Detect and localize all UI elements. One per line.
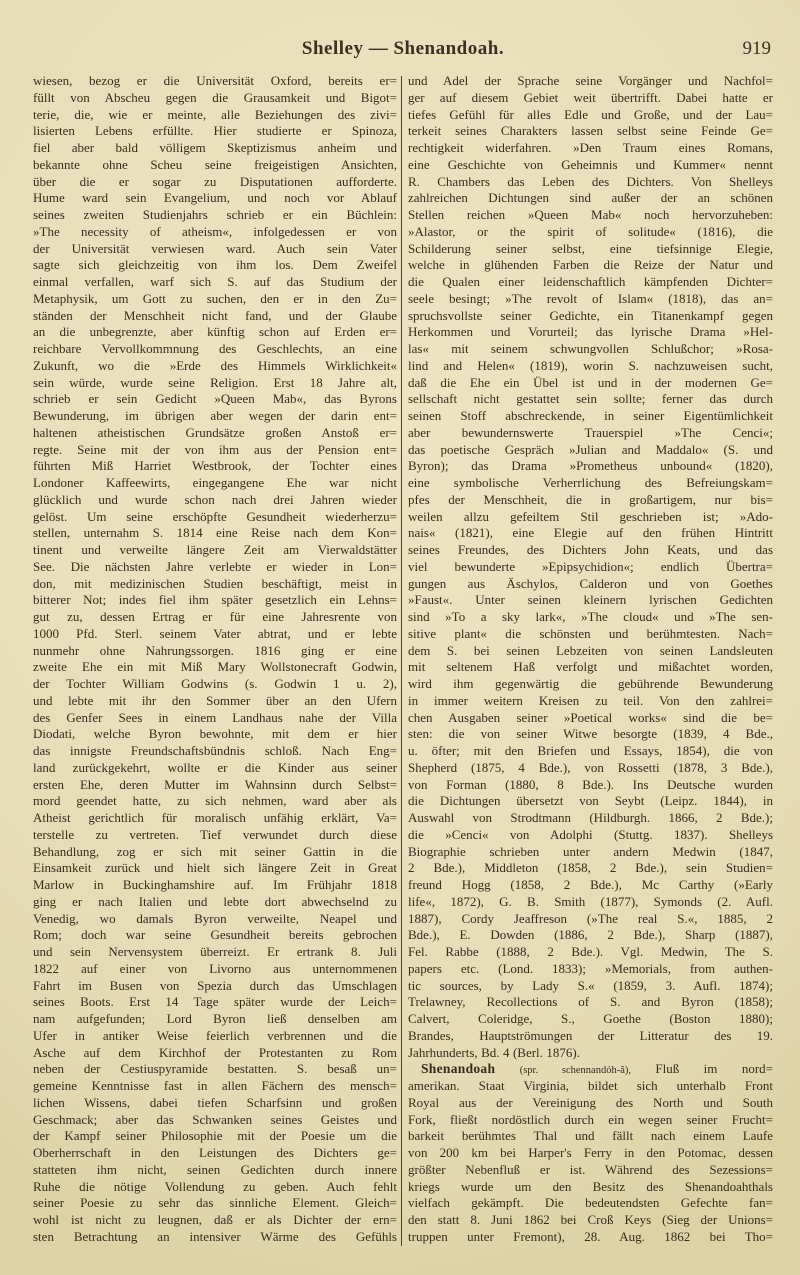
text-line: Shepherd (1875, 4 Bde.), von Rossetti (1878, 3 Bde.), <box>408 759 773 775</box>
text-line: Oberherrschaft in den Leistungen des Dichters ge= <box>33 1145 397 1160</box>
text-line: glücklich und wurde schon nach drei Jahren wieder <box>33 491 397 507</box>
text-line: Brandes, Hauptströmungen der Litteratur des 19. <box>408 1027 773 1043</box>
text-line: haltenen atheistischen Grundsätze großen Anstoß er= <box>33 424 397 440</box>
text-line: an die unbegrenzte, aber künftig schon auf Erden er= <box>33 324 397 340</box>
text-line: bekannte ohne Scheu seine freigeistigen Ansichten, <box>33 156 397 172</box>
text-line: u. öfter; mit den Briefen und Essays, 1854), die von <box>408 743 773 758</box>
text-line: Herkommen und Vorurteil; das lyrische Drama »Hel- <box>408 324 773 340</box>
text-line: von Forman (1880, 8 Bde.). Ins Deutsche wurden <box>408 776 773 792</box>
text-line: 2 Bde.), Middleton (1858, 2 Bde.), sein Studien= <box>408 860 773 876</box>
text-columns <box>33 73 773 1253</box>
text-line: tinent und verweilte längere Zeit am Vierwaldstätter <box>33 542 397 557</box>
text-line: truppen unter Fremont), 28. Aug. 1862 bei Tho= <box>408 1228 773 1244</box>
text-line: und lebte mit ihr den Sommer über an den Ufern <box>33 692 397 708</box>
text-line: Hume ward sein Evangelium, und noch vor Ablauf <box>33 190 397 206</box>
page-number: 919 <box>742 38 771 59</box>
text-line: nais« (1821), eine Elegie auf den frühen Hintritt <box>408 525 773 541</box>
text-line: Venedig, wo damals Byron verweilte, Neapel und <box>33 910 397 926</box>
text-line: reichbare Vervollkommnung des Geschlechts, an eine <box>33 341 397 356</box>
text-line: füllt von Abscheu gegen die Grausamkeit und Bigot= <box>33 89 397 105</box>
text-line: der Tochter William Godwins (s. Godwin 1 u. 2), <box>33 676 397 691</box>
text-line: neben der Cestiuspyramide bestatten. S. besaß un= <box>33 1061 397 1077</box>
shenandoah-entry-body <box>408 1078 773 1246</box>
text-line: Royal aus der Vereinigung des North und South <box>408 1094 773 1110</box>
text-line: las« mit seinem schwungvollen Schlußchor; »Rosa- <box>408 341 773 356</box>
text-line: Jahrhunderts, Bd. 4 (Berl. 1876). <box>408 1044 580 1060</box>
text-line: spruchsvollste seiner Gedichte, ein Titanenkampf gegen <box>408 307 773 323</box>
text-line: sellschaft nicht gestattet sein sollte; ferner das durch <box>408 391 773 407</box>
left-column-shelley-article <box>33 73 397 1246</box>
text-line: Schilderung seiner selbst, eine tiefsinnige Elegie, <box>408 240 773 256</box>
text-line: Fork, fließt nordöstlich durch ein wegen seiner Frucht= <box>408 1111 773 1127</box>
text-line: Trelawney, Recollections of S. and Byron (1858); <box>408 994 773 1010</box>
text-line: »Faust«. Unter seinen kleinern lyrischen Gedichten <box>408 592 773 608</box>
text-line: Einsamkeit zurück und hielt sich längere Zeit in Great <box>33 860 397 876</box>
text-line: über die er sogar zu Disputationen aufforderte. <box>33 173 397 189</box>
text-line: regte. Seine mit der von ihm aus der Pension ent= <box>33 441 397 457</box>
text-line: zweite Ehe ein mit Miß Mary Wollstonecraft Godwin, <box>33 659 397 675</box>
text-line: wiesen, bezog er die Universität Oxford, bereits er= <box>33 73 397 88</box>
text-line: sten: die von seiner Witwe besorgte (1839, 4 Bde., <box>408 726 773 742</box>
text-line: wird ihm gegenwärtig die gebührende Bewunderung <box>408 676 773 691</box>
text-line: den statt 8. Juni 1862 bei Croß Keys (Sieg der Unions= <box>408 1212 773 1227</box>
text-line: Auswahl von Strodtmann (Hildburgh. 1866, 2 Bde.); <box>408 810 773 825</box>
text-line: papers etc. (Lond. 1833); »Memorials, from authen- <box>408 960 773 976</box>
text-line: eine Geschichte von Geheimnis und Kummer« nennt <box>408 156 773 172</box>
text-line: nam aufgefunden; Lord Byron ließ denselben am <box>33 1011 397 1026</box>
entry-pronunciation: (spr. schennandóh-ă), <box>519 1065 631 1077</box>
text-line: einmal verfallen, warf sich S. auf das Studium der <box>33 274 397 289</box>
text-line: Geschmack; aber das Schwanken seines Geistes und <box>33 1111 397 1127</box>
text-line: schrieb er sein Gedicht »Queen Mab«, das Byrons <box>33 391 397 407</box>
text-line: R. Chambers das Leben des Dichters. Von Shelleys <box>408 173 773 189</box>
text-line: die Qualen einer leidenschaftlich kämpfenden Dichter= <box>408 274 773 289</box>
text-line: gelöst. Um seine erschöpfte Gesundheit wiederherzu= <box>33 508 397 524</box>
text-line: tic sources, by Lady S.« (1859, 3. Aufl. 1874); <box>408 977 773 993</box>
shelley-article-continuation <box>408 73 773 1061</box>
text-line: Ufer in antiker Weise feierlich verbrennen und die <box>33 1027 397 1043</box>
text-line: Londoner Kaffeewirts, eingegangene Ehe war nicht <box>33 475 397 490</box>
text-line: ständen der Menschheit nicht fand, und der Glaube <box>33 307 397 323</box>
text-line: tiefes Gefühl für alles Edle und Große, und der Lau= <box>408 106 773 122</box>
text-line: Marlow in Buckinghamshire auf. Im Frühjahr 1818 <box>33 877 397 892</box>
text-line: Bewunderung, im übrigen aber wegen der darin ent= <box>33 408 397 423</box>
text-line: land zurückgekehrt, wollte er die Kinder aus seiner <box>33 759 397 775</box>
text-line: und sein Nervensystem überreizt. Er ertrank 8. Juli <box>33 944 397 959</box>
text-line: Diodati, welche Byron bewohnte, mit dem er hier <box>33 726 397 742</box>
text-line: sind »To a sky lark«, »The cloud« und »The sen- <box>408 609 773 624</box>
text-line: seines Boots. Erst 14 Tage später wurde der Leich= <box>33 994 397 1010</box>
running-title: Shelley — Shenandoah. <box>301 38 505 59</box>
text-line: in immer weitern Kreisen zu teil. Von den zahlrei= <box>408 692 773 708</box>
text-line: sitive plant« die schönsten und berühmtesten. Nach= <box>408 625 773 641</box>
text-line: Fel. Rabbe (1888, 2 Bde.). Vgl. Medwin, The S. <box>408 944 773 959</box>
page-header <box>33 38 773 64</box>
shenandoah-entry <box>408 1061 773 1245</box>
text-line: aber bewundernswerte Trauerspiel »The Cenci«; <box>408 424 773 440</box>
text-line: das poetische Gespräch »Julian and Maddalo« (S. und <box>408 441 773 457</box>
text-line: von 200 km bei Harper's Ferry in den Potomac, dessen <box>408 1145 773 1160</box>
text-line: »Alastor, or the spirit of solitude« (1816), die <box>408 223 773 239</box>
text-line: gungen aus Äschylos, Calderon und von Goethes <box>408 575 773 591</box>
text-line: mit seltenem Haß verfolgt und mißachtet worden, <box>408 659 773 675</box>
column-divider <box>401 76 402 1246</box>
text-line: des Genfer Sees in einem Landhaus nahe der Villa <box>33 709 397 725</box>
text-line: Zukunft, wo die »Erde des Himmels Wirklichkeit« <box>33 357 397 373</box>
text-line: Metaphysik, um Gott zu suchen, den er in den Zu= <box>33 290 397 306</box>
text-line: dem S. bei seinen Lebzeiten von seinen Landsleuten <box>408 642 773 658</box>
text-line: lind and Helen« (1819), worin S. nachzuweisen sucht, <box>408 357 773 373</box>
text-line: barkeit berühmtes Thal und fällt nach einem Laufe <box>408 1128 773 1144</box>
text-line: die »Cenci« von Adolphi (Stuttg. 1837). Shelleys <box>408 826 773 842</box>
text-line: und Adel der Sprache seine Vorgänger und Nachfol= <box>408 73 773 88</box>
text-line: Stellen reichen »Queen Mab« noch hervorzuheben: <box>408 207 773 222</box>
text-line: seinen Stoff abschreckende, in seiner Eigentümlichkeit <box>408 408 773 423</box>
text-line: Fahrt im Busen von Spezia durch das Umschlagen <box>33 977 397 993</box>
text-line: der Kampf seiner Philosophie mit der Poesie um die <box>33 1128 397 1144</box>
text-line: die Dichtungen übersetzt von Seybt (Leipz. 1844), in <box>408 793 773 809</box>
right-column <box>408 73 773 1246</box>
text-line: statteten ihm nicht, seinen Gedichten durch innere <box>33 1161 397 1177</box>
text-line: seele besingt; »The revolt of Islam« (1818), das an= <box>408 290 773 306</box>
text-line: der Universität verwiesen ward. Auch sein Vater <box>33 240 397 256</box>
text-line: eine symbolische Verherrlichung des Befreiungskam= <box>408 475 773 490</box>
text-line: sein würde, wurde seine Religion. Erst 18 Jahre alt, <box>33 374 397 390</box>
text-line: lisierten Lebens erfüllte. Hier studierte er Spinoza, <box>33 123 397 139</box>
text-line: gut zu, dessen Ertrag er für eine Jahresrente von <box>33 609 397 624</box>
entry-first-line-rest: Fluß im nord= <box>655 1061 773 1077</box>
entry-first-line <box>408 1061 773 1078</box>
text-line: amerikan. Staat Virginia, bildet sich unterhalb Front <box>408 1078 773 1093</box>
text-line: Bde.), E. Dowden (1886, 2 Bde.), Sharp (1887), <box>408 927 773 943</box>
text-line: seines zweiten Studienjahrs schrieb er ein Büchlein: <box>33 207 397 222</box>
text-line: sten Betrachtung an intensiver Wärme des Gefühls <box>33 1228 397 1244</box>
text-line: größter Nebenfluß er ist. Während des Sezessions= <box>408 1161 773 1177</box>
text-line: ersten Ehe, deren Mutter im Wahnsinn durch Selbst= <box>33 776 397 792</box>
text-line: See. Die nächsten Jahre verlebte er wieder in Lon= <box>33 558 397 574</box>
text-line: führten Miß Harriet Westbrook, der Tochter eines <box>33 458 397 474</box>
text-line: terstelle zu vertreten. Tief verwundet durch diese <box>33 826 397 842</box>
text-line: terkeit seines Charakters lassen selbst seine Feinde Ge= <box>408 123 773 139</box>
text-line: viel bewunderte »Epipsychidion«; endlich Übertra= <box>408 558 773 574</box>
text-line: fiel aber bald völligem Skeptizismus anheim und <box>33 140 397 155</box>
text-line: 1822 auf einer von Livorno aus unternommenen <box>33 960 397 976</box>
text-line: weilen allzu gefeiltem Stil geschrieben ist; »Ado- <box>408 508 773 524</box>
text-line: Byron); das Drama »Prometheus unbound« (1820), <box>408 458 773 474</box>
text-line: zahlreichen Dichtungen sind außer der an schönen <box>408 190 773 206</box>
text-line: »The necessity of atheism«, infolgedessen er von <box>33 223 397 239</box>
text-line: rechtigkeit widerfahren. »Den Traum eines Romans, <box>408 140 773 155</box>
text-line: 1000 Pfd. Sterl. seinem Vater abtrat, und er lebte <box>33 625 397 641</box>
text-line: kriegs wurde um den Besitz des Shenandoahthals <box>408 1178 773 1194</box>
text-line: 1887), Cordy Jeaffreson (»The real S.«, 1885, 2 <box>408 910 773 926</box>
text-line: stellen, unternahm S. 1814 eine Reise nach dem Kon= <box>33 525 397 541</box>
text-line: das innigste Freundschaftsbündnis schloß. Nach Eng= <box>33 743 397 758</box>
text-line: mord geendet hatte, zu sich nehmen, ward aber als <box>33 793 397 809</box>
text-line: Rom; doch war seine Gesundheit bereits gebrochen <box>33 927 397 943</box>
text-line: bitterer Not; indes fiel ihm später gesetzlich ein Lehns= <box>33 592 397 608</box>
text-line: seines Freundes, des Dichters John Keats, und das <box>408 542 773 557</box>
text-line: ger auf diesem Gebiet weit übertrifft. Dabei hatte er <box>408 89 773 105</box>
entry-headword: Shenandoah <box>421 1061 496 1077</box>
text-line: ging er nach Italien und lebte dort abwechselnd zu <box>33 893 397 909</box>
text-line: Biographie schrieben unter andern Medwin (1847, <box>408 843 773 859</box>
text-line: Calvert, Coleridge, S., Goethe (Boston 1880); <box>408 1011 773 1026</box>
text-line: freund Hogg (1858, 2 Bde.), Mc Carthy (»Early <box>408 877 773 892</box>
text-line: pfes der Menschheit, die in großartigem, nur bis= <box>408 491 773 507</box>
text-line: life«, 1872), G. B. Smith (1877), Symonds (2. Aufl. <box>408 893 773 909</box>
text-line: Atheist gerichtlich für moralisch unfähig erklärt, Va= <box>33 810 397 825</box>
text-line: Asche auf dem Kirchhof der Protestanten zu Rom <box>33 1044 397 1060</box>
text-line: wohl ist nicht zu leugnen, daß er als Dichter der ern= <box>33 1212 397 1227</box>
text-line: nunmehr ohne Nahrungssorgen. 1816 ging er eine <box>33 642 397 658</box>
text-line: welche in glühenden Farben die Reize der Natur und <box>408 257 773 273</box>
text-line: seiner Poesie zu sehr das sinnliche Element. Gleich= <box>33 1195 397 1211</box>
text-line: daß die Ehe ein Übel ist und in der modernen Ge= <box>408 374 773 390</box>
text-line: don, mit medizinischen Studien beschäftigt, meist in <box>33 575 397 591</box>
text-line: vielfach gekämpft. Die bedeutendsten Gefechte fan= <box>408 1195 773 1211</box>
text-line: terie, die, wie er meinte, alle Beziehungen des zivi= <box>33 106 397 122</box>
text-line: Behandlung, zog er sich mit seiner Gattin in die <box>33 843 397 859</box>
text-line: gemeine Kenntnisse fast in allen Fächern des mensch= <box>33 1078 397 1093</box>
text-line: chen Ausgaben seiner »Poetical works« sind die be= <box>408 709 773 725</box>
text-line: Ruhe die nötige Vollendung zu geben. Auch fehlt <box>33 1178 397 1194</box>
text-line: sagte sich gleichzeitig von ihm los. Dem Zweifel <box>33 257 397 273</box>
text-line: lichen Wissens, dabei tiefen Scharfsinn und großen <box>33 1094 397 1110</box>
